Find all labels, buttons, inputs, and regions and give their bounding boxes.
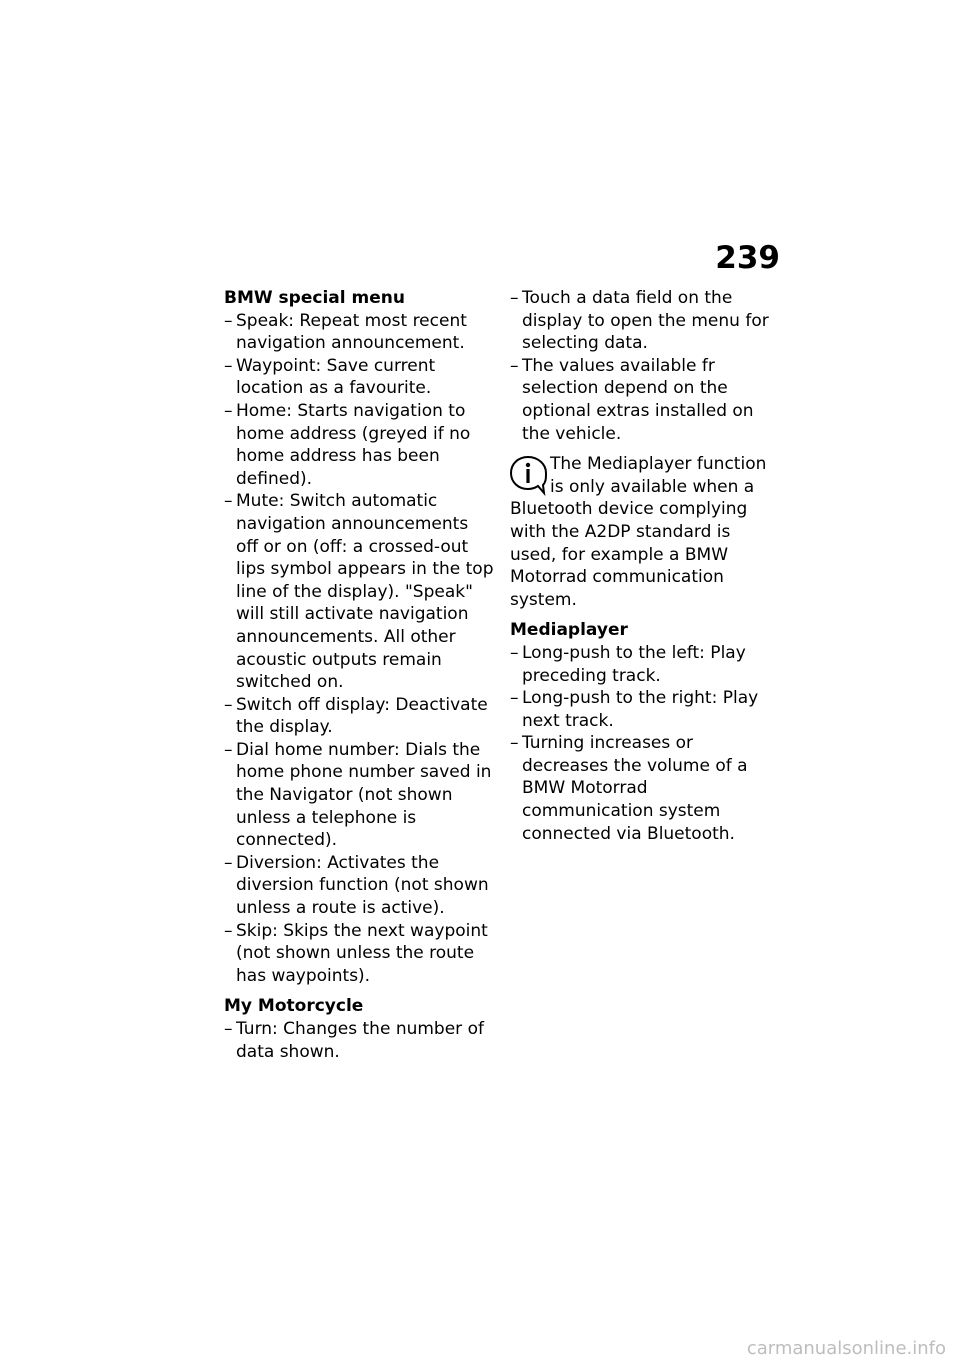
info-note xyxy=(510,453,782,611)
section-heading-my-motorcycle: My Motorcycle xyxy=(224,996,364,1017)
list-item: – Home: Starts navigation to home address (greyed if no home address has been defined). xyxy=(224,400,494,490)
list-item: – The values available fr selection depend on the optional extras installed on the vehicle. xyxy=(510,355,782,445)
info-icon xyxy=(508,453,548,497)
list-item: – Dial home number: Dials the home phone number saved in the Navigator (not shown unless a telephone is connected). xyxy=(224,739,494,852)
note-text: The Mediaplayer function is only available when a Bluetooth device complying with the A2DP standard is used, for example a BMW Motorrad communication system. xyxy=(510,454,767,610)
left-column xyxy=(224,287,494,1063)
right-column xyxy=(510,287,782,845)
my-motorcycle-list xyxy=(224,1018,494,1063)
mediaplayer-list xyxy=(510,642,782,845)
watermark: carmanualsonline.info xyxy=(746,1338,946,1359)
list-item: – Skip: Skips the next waypoint (not shown unless the route has waypoints). xyxy=(224,920,494,988)
continued-list xyxy=(510,287,782,445)
list-item: – Turn: Changes the number of data shown. xyxy=(224,1018,494,1063)
list-item: – Long-push to the right: Play next track. xyxy=(510,687,782,732)
list-item: – Touch a data field on the display to open the menu for selecting data. xyxy=(510,287,782,355)
list-item: – Waypoint: Save current location as a favourite. xyxy=(224,355,494,400)
list-item: – Long-push to the left: Play preceding track. xyxy=(510,642,782,687)
list-item: – Turning increases or decreases the volume of a BMW Motorrad communication system connected via Bluetooth. xyxy=(510,732,782,845)
list-item: – Speak: Repeat most recent navigation announcement. xyxy=(224,310,494,355)
list-item: – Mute: Switch automatic navigation announcements off or on (off: a crossed-out lips symbol appears in the top line of the display). "Speak" will still activate navigation announcements. All other acoustic outputs remain switched on. xyxy=(224,490,494,693)
list-item: – Diversion: Activates the diversion function (not shown unless a route is active). xyxy=(224,852,494,920)
page-number: 239 xyxy=(715,240,780,276)
bmw-special-menu-list xyxy=(224,310,494,988)
section-heading-mediaplayer: Mediaplayer xyxy=(510,620,628,641)
section-heading-bmw-special-menu: BMW special menu xyxy=(224,288,405,308)
list-item: – Switch off display: Deactivate the display. xyxy=(224,694,494,739)
